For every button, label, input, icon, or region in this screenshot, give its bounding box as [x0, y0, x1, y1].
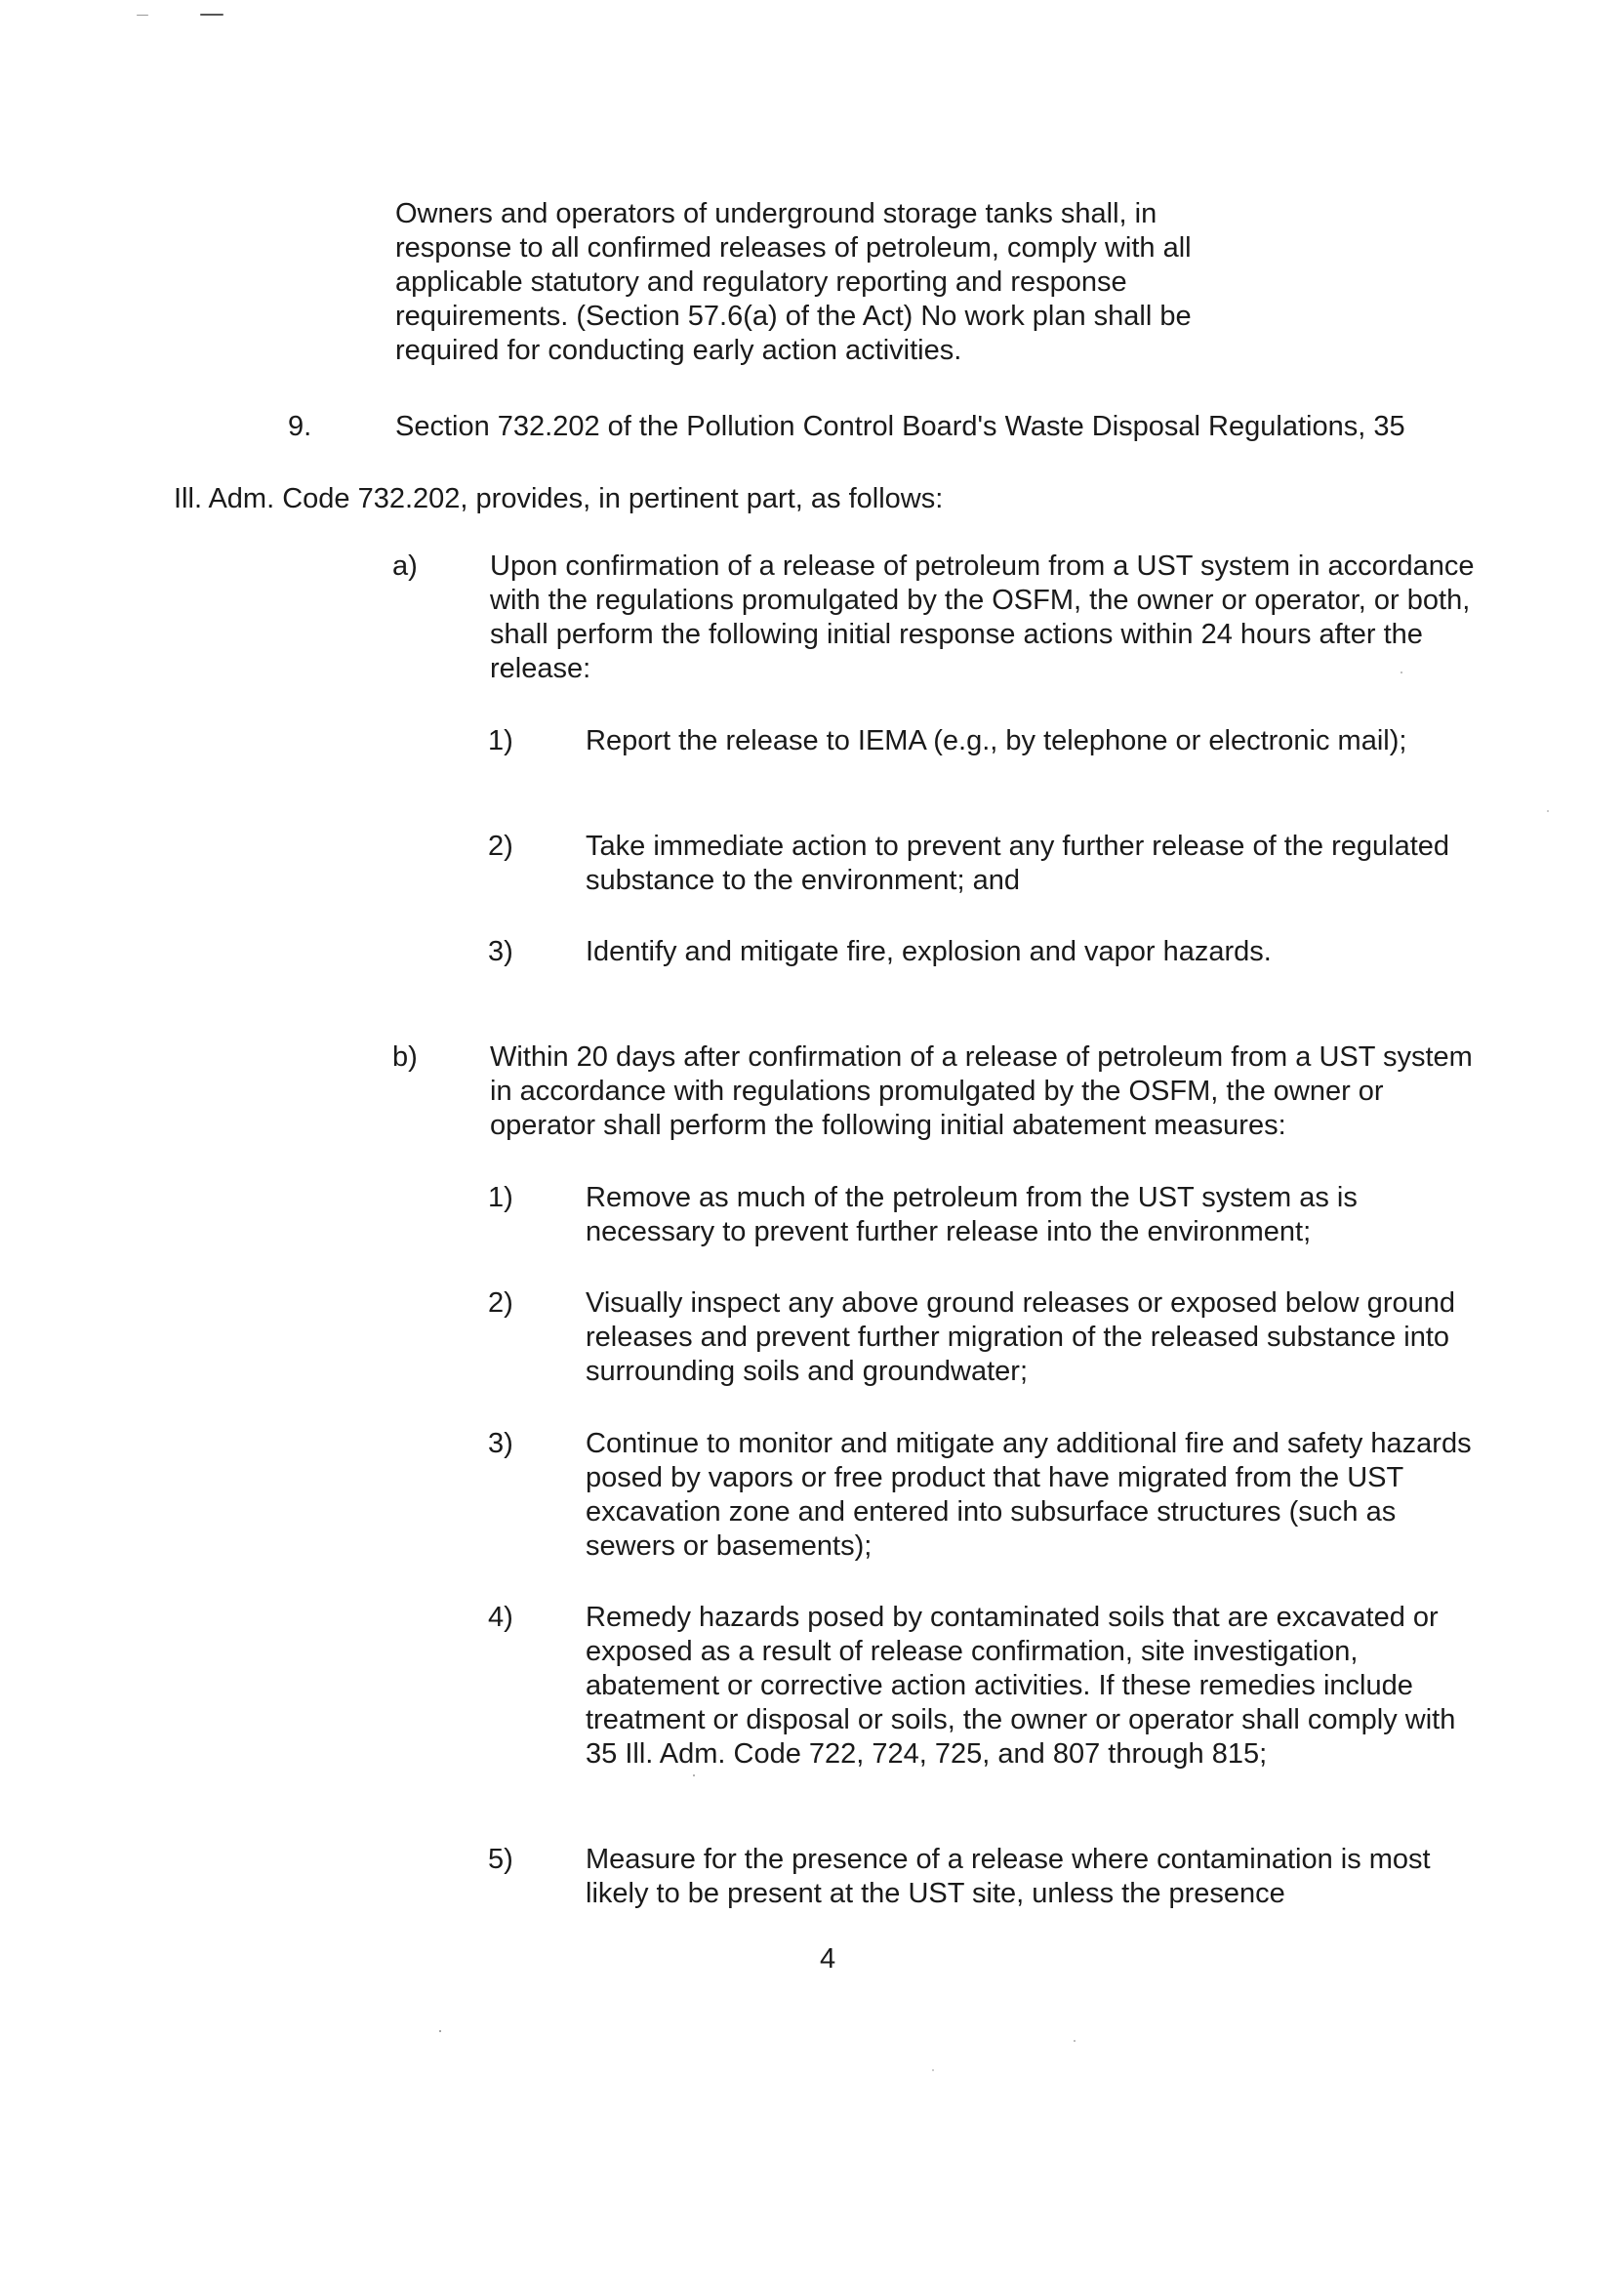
list-item-label: 3) [488, 936, 513, 967]
list-item-text: Remedy hazards posed by contaminated soils that are excavated or exposed as a result of release confirmation, site investigation, abatement or corrective action activities. If these remedies include treatment or disposal or soils, the owner or operator shall comply with 35 Ill. Adm. Code 722, 724, 725, and 807 through 815; [586, 1602, 1456, 1770]
paragraph-9-number: 9. [288, 411, 312, 442]
scan-mark-top-left [137, 15, 148, 16]
section-b-text: Within 20 days after confirmation of a release of petroleum from a UST system in accordance with regulations promulgated by the OSFM, the owner or operator shall perform the following initial abatement measures: [490, 1041, 1473, 1141]
section-b-label: b) [392, 1041, 418, 1073]
list-item-label: 1) [488, 725, 513, 756]
scan-dot [1547, 810, 1549, 812]
lead-paragraph: Owners and operators of underground storage tanks shall, in response to all confirmed releases of petroleum, comply with all applicable statutory and regulatory reporting and response requirements. (Section 57.6(a) of the Act) No work plan shall be required for conducting early action activities. [395, 198, 1192, 366]
list-item-label: 5) [488, 1844, 513, 1875]
list-item-label: 2) [488, 1287, 513, 1319]
scan-dot [693, 1774, 695, 1776]
section-a-label: a) [392, 550, 418, 582]
scan-dot [932, 2069, 934, 2071]
list-item-text: Identify and mitigate fire, explosion and vapor hazards. [586, 936, 1272, 967]
list-item-label: 4) [488, 1602, 513, 1633]
scan-mark-top [200, 14, 223, 16]
list-item-label: 2) [488, 831, 513, 862]
list-item-text: Report the release to IEMA (e.g., by telephone or electronic mail); [586, 725, 1407, 756]
section-a-text: Upon confirmation of a release of petroleum from a UST system in accordance with the regulations promulgated by the OSFM, the owner or operator, or both, shall perform the following initial response actions within 24 hours after the release: [490, 550, 1475, 684]
scan-dot [1074, 2040, 1076, 2042]
list-item-text: Measure for the presence of a release where contamination is most likely to be present at the UST site, unless the presence [586, 1844, 1431, 1909]
list-item-label: 3) [488, 1428, 513, 1459]
list-item-text: Take immediate action to prevent any further release of the regulated substance to the environment; and [586, 831, 1450, 896]
list-item-text: Visually inspect any above ground releases or exposed below ground releases and prevent further migration of the released substance into surrounding soils and groundwater; [586, 1287, 1455, 1387]
scan-dot [439, 2030, 441, 2032]
list-item-text: Continue to monitor and mitigate any additional fire and safety hazards posed by vapors or free product that have migrated from the UST excavation zone and entered into subsurface structures (such as sewers or basements); [586, 1428, 1472, 1562]
list-item-label: 1) [488, 1182, 513, 1213]
page-number: 4 [820, 1943, 836, 1975]
scan-dot [1401, 672, 1402, 673]
paragraph-9-line2: Ill. Adm. Code 732.202, provides, in pertinent part, as follows: [174, 483, 944, 514]
list-item-text: Remove as much of the petroleum from the UST system as is necessary to prevent further release into the environment; [586, 1182, 1358, 1247]
paragraph-9-line1: Section 732.202 of the Pollution Control Board's Waste Disposal Regulations, 35 [395, 411, 1405, 442]
